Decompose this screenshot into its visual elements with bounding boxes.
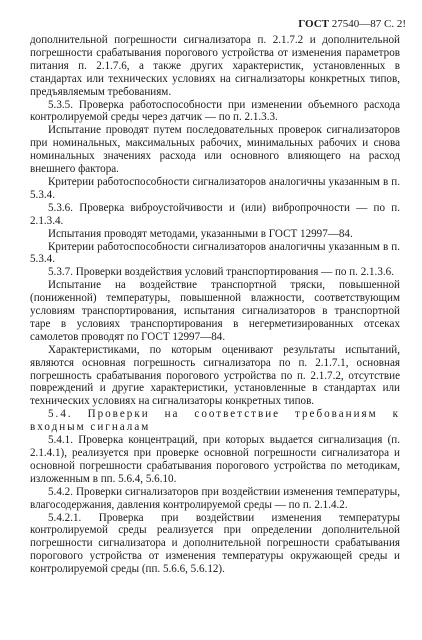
paragraph: 5.4.1. Проверка концентраций, при которых выдается сигнализация (п. 2.1.4.1), реализуется при проверке основной погрешности сигнализатора и основной погрешности срабатывания порогового устройства по методикам, изложенным в пп. 5.6.4, 5.6.10.	[30, 434, 400, 485]
paragraph: дополнительной погрешности сигнализатора п. 2.1.7.2 и дополнительной погрешности срабатывания порогового устройства от изменения параметров питания п. 2.1.7.6, а также других характеристик, установленных в стандартах или технических условиях на сигнализаторы конкретных типов, предъявляемым требованиям.	[30, 34, 400, 98]
page-number: С. 2!	[384, 18, 406, 30]
paragraph: 5.4.2.1. Проверка при воздействии изменения температуры контролируемой среды реализуется при определении дополнительной погрешности сигнализатора и дополнительной погрешности срабатывания порогового устройства от изменения температуры окружающей среды и контролируемой среды (пп. 5.6.6, 5.6.12).	[30, 511, 400, 576]
page-header	[30, 16, 406, 32]
paragraph: 5.4. Проверки на соответствие требованиям к входным сигналам	[30, 408, 400, 434]
document-body	[30, 34, 400, 576]
paragraph: Критерии работоспособности сигнализаторов аналогичны указанным в п. 5.3.4.	[30, 175, 400, 201]
standard-code: ГОСТ	[298, 18, 329, 30]
paragraph: 5.3.7. Проверки воздействия условий транспортирования — по п. 2.1.3.6.	[48, 266, 394, 279]
paragraph: Критерии работоспособности сигнализаторов аналогичны указанным в п. 5.3.4.	[30, 240, 400, 266]
paragraph: Характеристиками, по которым оценивают результаты испытаний, являются основная погрешность сигнализатора по п. 2.1.7.1, основная погрешность срабатывания порогового устройства по п. 2.1.7.2, отсутствие повреждений и другие характеристики, установленные в стандартах или технических условиях на сигнализаторы конкретных типов.	[30, 343, 400, 408]
paragraph: Испытание на воздействие транспортной тряски, повышенной (пониженной) температуры, повышенной влажности, соответствующим условиям транспортирования, испытания сигнализаторов в транспортной таре в условиях транспортирования в негерметизированных отсеках самолетов проводят по ГОСТ 12997—84.	[30, 279, 400, 343]
paragraph: Испытание проводят путем последовательных проверок сигнализаторов при номинальных, максимальных рабочих, минимальных рабочих и снова номинальных значениях расхода или основного влияющего на расход внешнего фактора.	[30, 124, 400, 176]
paragraph: Испытания проводят методами, указанными в ГОСТ 12997—84.	[48, 227, 353, 240]
paragraph: 5.3.6. Проверка виброустойчивости и (или) вибропрочности — по п. 2.1.3.4.	[30, 201, 400, 227]
paragraph: 5.3.5. Проверка работоспособности при изменении объемного расхода контролируемой среды через датчик — по п. 2.1.3.3.	[30, 98, 400, 124]
standard-number: 27540—87	[331, 18, 382, 30]
paragraph: 5.4.2. Проверки сигнализаторов при воздействии изменения температуры, влагосодержания, давления контролируемой среды — по п. 2.1.4.2.	[30, 485, 400, 511]
